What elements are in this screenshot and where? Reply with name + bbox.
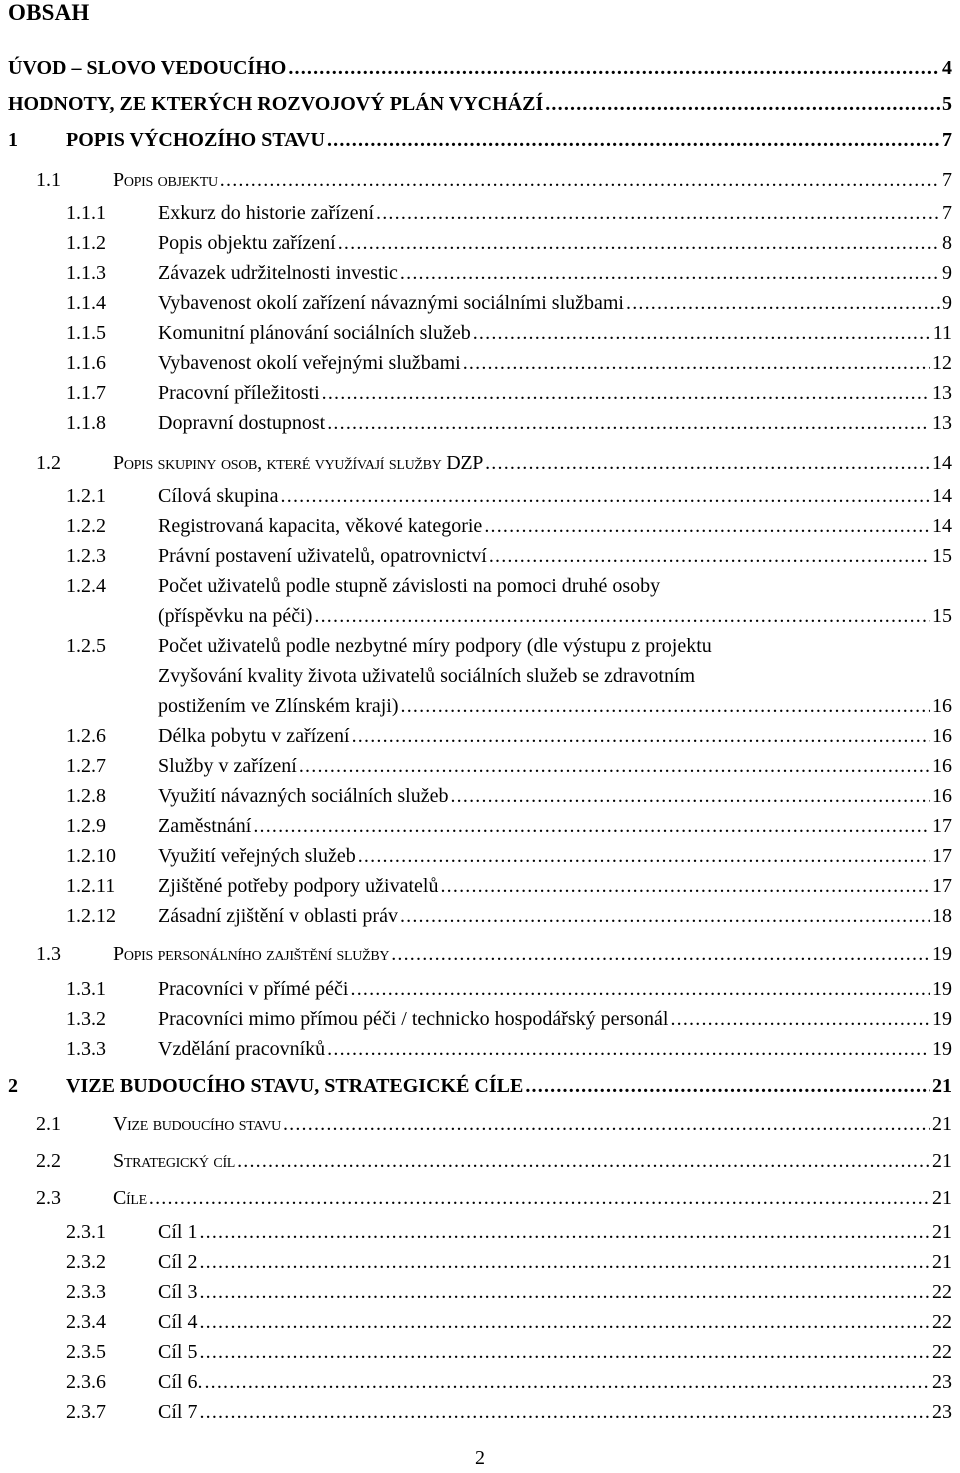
toc-entry-number: 1.2 bbox=[36, 452, 61, 474]
toc-entry-number: 1.2.5 bbox=[66, 635, 106, 657]
toc-entry-1-2-10[interactable] bbox=[66, 845, 952, 868]
toc-entry-page: 9 bbox=[942, 292, 952, 314]
toc-leader-dots bbox=[352, 725, 930, 748]
toc-entry-page: 19 bbox=[932, 1038, 952, 1060]
toc-leader-dots bbox=[327, 1038, 930, 1061]
toc-entry-number: 1.1.1 bbox=[66, 202, 106, 224]
toc-entry-2[interactable] bbox=[8, 1075, 952, 1098]
toc-leader-dots bbox=[489, 545, 930, 568]
toc-entry-number: 2.3.7 bbox=[66, 1401, 106, 1423]
toc-entry-number: 1.2.3 bbox=[66, 545, 106, 567]
toc-leader-dots bbox=[253, 815, 930, 838]
toc-entry-1-2-5-cont2[interactable] bbox=[158, 695, 952, 718]
toc-entry-title: Popis objektu bbox=[113, 169, 218, 191]
toc-entry-1-2[interactable] bbox=[36, 452, 952, 475]
toc-entry-title: Počet uživatelů podle stupně závislosti na pomoci druhé osoby bbox=[158, 575, 661, 597]
toc-entry-title-cont: postižením ve Zlínském kraji) bbox=[158, 695, 399, 717]
toc-entry-number: 1.1.5 bbox=[66, 322, 106, 344]
toc-entry-page: 16 bbox=[932, 755, 952, 777]
toc-entry-number: 1.1.3 bbox=[66, 262, 106, 284]
toc-entry-title: Délka pobytu v zařízení bbox=[158, 725, 350, 747]
toc-entry-title: Zjištěné potřeby podpory uživatelů bbox=[158, 875, 439, 897]
toc-entry-title: POPIS VÝCHOZÍHO STAVU bbox=[66, 129, 325, 151]
toc-entry-page: 19 bbox=[932, 978, 952, 1000]
toc-leader-dots bbox=[670, 1008, 930, 1031]
toc-leader-dots bbox=[401, 695, 931, 718]
toc-entry-number: 1.2.12 bbox=[66, 905, 116, 927]
toc-entry-title: Pracovní příležitosti bbox=[158, 382, 320, 404]
toc-entry-number: 2.3 bbox=[36, 1187, 61, 1209]
toc-entry-uvod[interactable] bbox=[8, 57, 952, 80]
toc-entry-title: Popis personálního zajištění služby bbox=[113, 943, 390, 965]
toc-leader-dots bbox=[484, 515, 930, 538]
toc-entry-1-2-1[interactable] bbox=[66, 485, 952, 508]
toc-leader-dots bbox=[400, 905, 930, 928]
toc-entry-page: 14 bbox=[932, 515, 952, 537]
toc-entry-title: Cíl 2 bbox=[158, 1251, 198, 1273]
toc-entry-number: 1.3.3 bbox=[66, 1038, 106, 1060]
toc-entry-title: Právní postavení uživatelů, opatrovnictví bbox=[158, 545, 487, 567]
toc-entry-page: 21 bbox=[932, 1150, 952, 1172]
toc-entry-title: Vybavenost okolí veřejnými službami bbox=[158, 352, 461, 374]
toc-entry-number: 2.3.6 bbox=[66, 1371, 106, 1393]
toc-leader-dots bbox=[281, 485, 930, 508]
toc-entry-1-1-3[interactable] bbox=[66, 262, 952, 285]
toc-entry-page: 22 bbox=[932, 1341, 952, 1363]
toc-leader-dots bbox=[288, 57, 940, 80]
toc-entry-title: Vize budoucího stavu bbox=[113, 1113, 281, 1135]
toc-entry-1-1-1[interactable] bbox=[66, 202, 952, 225]
toc-entry-1-1-2[interactable] bbox=[66, 232, 952, 255]
toc-entry-title: Pracovníci v přímé péči bbox=[158, 978, 349, 1000]
toc-entry-page: 15 bbox=[932, 545, 952, 567]
toc-entry-1-3[interactable] bbox=[36, 943, 952, 966]
toc-entry-title: Komunitní plánování sociálních služeb bbox=[158, 322, 471, 344]
toc-leader-dots bbox=[376, 202, 940, 225]
toc-entry-title: Popis skupiny osob, které využívají služby DZP bbox=[113, 452, 484, 474]
toc-entry-page: 9 bbox=[942, 262, 952, 284]
toc-entry-page: 13 bbox=[932, 382, 952, 404]
toc-entry-title: Služby v zařízení bbox=[158, 755, 297, 777]
toc-leader-dots bbox=[314, 605, 930, 628]
toc-entry-title-cont: (příspěvku na péči) bbox=[158, 605, 313, 627]
toc-entry-page: 23 bbox=[932, 1371, 952, 1393]
toc-leader-dots bbox=[199, 1341, 930, 1364]
toc-leader-dots bbox=[327, 129, 940, 152]
toc-entry-1-1-8[interactable] bbox=[66, 412, 952, 435]
toc-entry-1-3-1[interactable] bbox=[66, 978, 952, 1001]
toc-entry-1-2-2[interactable] bbox=[66, 515, 952, 538]
toc-entry-page: 13 bbox=[932, 412, 952, 434]
toc-leader-dots bbox=[204, 1371, 930, 1394]
toc-entry-title: Závazek udržitelnosti investic bbox=[158, 262, 398, 284]
toc-entry-2-2[interactable] bbox=[36, 1150, 952, 1173]
toc-entry-number: 1.1.2 bbox=[66, 232, 106, 254]
toc-entry-number: 2.3.4 bbox=[66, 1311, 106, 1333]
toc-entry-page: 8 bbox=[942, 232, 952, 254]
toc-entry-number: 2.1 bbox=[36, 1113, 61, 1135]
toc-leader-dots bbox=[220, 169, 940, 192]
toc-entry-number: 1.3.1 bbox=[66, 978, 106, 1000]
toc-leader-dots bbox=[440, 875, 930, 898]
toc-entry-page: 17 bbox=[932, 875, 952, 897]
toc-leader-dots bbox=[485, 452, 930, 475]
toc-entry-number: 1.2.2 bbox=[66, 515, 106, 537]
toc-entry-1-2-7[interactable] bbox=[66, 755, 952, 778]
toc-entry-title: VIZE BUDOUCÍHO STAVU, STRATEGICKÉ CÍLE bbox=[66, 1075, 524, 1097]
toc-leader-dots bbox=[473, 322, 931, 345]
toc-leader-dots bbox=[358, 845, 930, 868]
toc-entry-title: Cíl 1 bbox=[158, 1221, 198, 1243]
toc-entry-page: 7 bbox=[942, 129, 952, 151]
toc-leader-dots bbox=[199, 1311, 930, 1334]
toc-entry-number: 1.2.6 bbox=[66, 725, 106, 747]
toc-entry-1-3-3[interactable] bbox=[66, 1038, 952, 1061]
toc-entry-1-2-5-cont[interactable]: Zvyšování kvality života uživatelů sociálních služeb se zdravotním bbox=[158, 665, 696, 687]
toc-leader-dots bbox=[545, 93, 940, 116]
toc-entry-1-2-5[interactable] bbox=[66, 635, 952, 658]
toc-entry-title: Zásadní zjištění v oblasti práv bbox=[158, 905, 398, 927]
toc-entry-page: 11 bbox=[932, 322, 952, 344]
toc-leader-dots bbox=[299, 755, 930, 778]
toc-entry-page: 17 bbox=[932, 845, 952, 867]
toc-entry-number: 2.3.3 bbox=[66, 1281, 106, 1303]
toc-entry-title: Pracovníci mimo přímou péči / technicko hospodářský personál bbox=[158, 1008, 669, 1030]
toc-entry-title: Strategický cíl bbox=[113, 1150, 236, 1172]
toc-entry-title: Cílová skupina bbox=[158, 485, 279, 507]
toc-entry-number: 1.2.10 bbox=[66, 845, 116, 867]
toc-entry-title: Cíl 7 bbox=[158, 1401, 198, 1423]
toc-entry-1-1-4[interactable] bbox=[66, 292, 952, 315]
toc-entry-title: Počet uživatelů podle nezbytné míry podpory (dle výstupu z projektu bbox=[158, 635, 712, 657]
toc-entry-number: 1.1.6 bbox=[66, 352, 106, 374]
toc-entry-page: 7 bbox=[942, 169, 952, 191]
toc-entry-title: Exkurz do historie zařízení bbox=[158, 202, 375, 224]
toc-entry-2-3-4[interactable] bbox=[66, 1311, 952, 1334]
toc-leader-dots bbox=[322, 382, 930, 405]
toc-entry-number: 2.3.2 bbox=[66, 1251, 106, 1273]
toc-leader-dots bbox=[400, 262, 940, 285]
toc-leader-dots bbox=[626, 292, 940, 315]
toc-entry-page: 21 bbox=[932, 1221, 952, 1243]
toc-entry-page: 12 bbox=[932, 352, 952, 374]
toc-leader-dots bbox=[199, 1401, 930, 1424]
toc-entry-page: 5 bbox=[942, 93, 952, 115]
toc-entry-number: 1.2.1 bbox=[66, 485, 106, 507]
toc-leader-dots bbox=[391, 943, 930, 966]
toc-entry-1[interactable] bbox=[8, 129, 952, 152]
toc-entry-number: 2 bbox=[8, 1075, 18, 1097]
toc-entry-2-3-6[interactable] bbox=[66, 1371, 952, 1394]
toc-entry-2-3-1[interactable] bbox=[66, 1221, 952, 1244]
toc-entry-1-1-6[interactable] bbox=[66, 352, 952, 375]
toc-entry-2-3-5[interactable] bbox=[66, 1341, 952, 1364]
toc-entry-number: 2.2 bbox=[36, 1150, 61, 1172]
toc-entry-number: 1.2.7 bbox=[66, 755, 106, 777]
toc-entry-title: Cíl 5 bbox=[158, 1341, 198, 1363]
toc-leader-dots bbox=[525, 1075, 930, 1098]
toc-entry-title: Zaměstnání bbox=[158, 815, 252, 837]
toc-entry-page: 7 bbox=[942, 202, 952, 224]
toc-entry-title: Využití návazných sociálních služeb bbox=[158, 785, 449, 807]
toc-entry-1-2-11[interactable] bbox=[66, 875, 952, 898]
toc-entry-number: 2.3.1 bbox=[66, 1221, 106, 1243]
toc-entry-number: 1.1 bbox=[36, 169, 61, 191]
toc-entry-page: 21 bbox=[932, 1075, 952, 1097]
toc-entry-1-2-6[interactable] bbox=[66, 725, 952, 748]
toc-entry-page: 19 bbox=[932, 1008, 952, 1030]
toc-entry-2-3-7[interactable] bbox=[66, 1401, 952, 1424]
toc-entry-title: Dopravní dostupnost bbox=[158, 412, 326, 434]
toc-leader-dots bbox=[463, 352, 930, 375]
toc-entry-page: 16 bbox=[932, 785, 952, 807]
toc-entry-number: 1.2.8 bbox=[66, 785, 106, 807]
toc-entry-page: 14 bbox=[932, 485, 952, 507]
toc-leader-dots bbox=[199, 1221, 930, 1244]
toc-entry-1-1[interactable] bbox=[36, 169, 952, 192]
toc-entry-title: ÚVOD – SLOVO VEDOUCÍHO bbox=[8, 57, 287, 79]
toc-entry-number: 1.2.11 bbox=[66, 875, 116, 897]
toc-entry-title: Cíl 6. bbox=[158, 1371, 203, 1393]
toc-entry-page: 22 bbox=[932, 1281, 952, 1303]
toc-entry-title: Vzdělání pracovníků bbox=[158, 1038, 326, 1060]
toc-entry-title: Registrovaná kapacita, věkové kategorie bbox=[158, 515, 483, 537]
toc-leader-dots bbox=[327, 412, 930, 435]
toc-entry-1-2-3[interactable] bbox=[66, 545, 952, 568]
toc-entry-page: 15 bbox=[932, 605, 952, 627]
toc-entry-page: 14 bbox=[932, 452, 952, 474]
toc-entry-page: 19 bbox=[932, 943, 952, 965]
toc-entry-number: 1.1.8 bbox=[66, 412, 106, 434]
toc-leader-dots bbox=[351, 978, 931, 1001]
toc-entry-1-2-12[interactable] bbox=[66, 905, 952, 928]
toc-leader-dots bbox=[199, 1281, 930, 1304]
toc-leader-dots bbox=[149, 1187, 930, 1210]
toc-entry-2-3-2[interactable] bbox=[66, 1251, 952, 1274]
toc-entry-title: Cíl 4 bbox=[158, 1311, 198, 1333]
toc-entry-1-2-4-cont[interactable] bbox=[158, 605, 952, 628]
toc-entry-1-1-7[interactable] bbox=[66, 382, 952, 405]
toc-entry-1-2-9[interactable] bbox=[66, 815, 952, 838]
toc-entry-1-2-8[interactable] bbox=[66, 785, 952, 808]
toc-entry-title: HODNOTY, ZE KTERÝCH ROZVOJOVÝ PLÁN VYCHÁZÍ bbox=[8, 93, 544, 115]
toc-entry-2-3[interactable] bbox=[36, 1187, 952, 1210]
toc-entry-2-1[interactable] bbox=[36, 1113, 952, 1136]
toc-entry-1-2-4[interactable] bbox=[66, 575, 952, 598]
toc-entry-1-3-2[interactable] bbox=[66, 1008, 952, 1031]
page-number-footer: 2 bbox=[475, 1447, 485, 1469]
toc-entry-number: 1.1.4 bbox=[66, 292, 106, 314]
toc-entry-title: Popis objektu zařízení bbox=[158, 232, 336, 254]
toc-entry-2-3-3[interactable] bbox=[66, 1281, 952, 1304]
toc-entry-page: 18 bbox=[932, 905, 952, 927]
toc-heading: OBSAH bbox=[8, 0, 90, 25]
toc-entry-1-1-5[interactable] bbox=[66, 322, 952, 345]
toc-entry-title: Využití veřejných služeb bbox=[158, 845, 356, 867]
toc-entry-number: 1.2.4 bbox=[66, 575, 106, 597]
toc-leader-dots bbox=[450, 785, 930, 808]
toc-entry-page: 21 bbox=[932, 1187, 952, 1209]
toc-entry-title: Cíl 3 bbox=[158, 1281, 198, 1303]
toc-entry-page: 16 bbox=[932, 695, 952, 717]
toc-entry-number: 1 bbox=[8, 129, 18, 151]
toc-entry-title: Vybavenost okolí zařízení návaznými sociálními službami bbox=[158, 292, 624, 314]
toc-leader-dots bbox=[338, 232, 940, 255]
toc-entry-hodnoty[interactable] bbox=[8, 93, 952, 116]
toc-entry-page: 21 bbox=[932, 1251, 952, 1273]
toc-entry-number: 1.2.9 bbox=[66, 815, 106, 837]
toc-entry-page: 16 bbox=[932, 725, 952, 747]
toc-entry-number: 1.3 bbox=[36, 943, 61, 965]
toc-leader-dots bbox=[237, 1150, 930, 1173]
toc-entry-page: 21 bbox=[932, 1113, 952, 1135]
toc-entry-title: Cíle bbox=[113, 1187, 147, 1209]
toc-leader-dots bbox=[199, 1251, 930, 1274]
toc-entry-page: 22 bbox=[932, 1311, 952, 1333]
toc-entry-number: 2.3.5 bbox=[66, 1341, 106, 1363]
toc-entry-page: 4 bbox=[942, 57, 952, 79]
toc-entry-page: 17 bbox=[932, 815, 952, 837]
toc-entry-number: 1.1.7 bbox=[66, 382, 106, 404]
toc-entry-number: 1.3.2 bbox=[66, 1008, 106, 1030]
toc-entry-page: 23 bbox=[932, 1401, 952, 1423]
toc-leader-dots bbox=[283, 1113, 930, 1136]
